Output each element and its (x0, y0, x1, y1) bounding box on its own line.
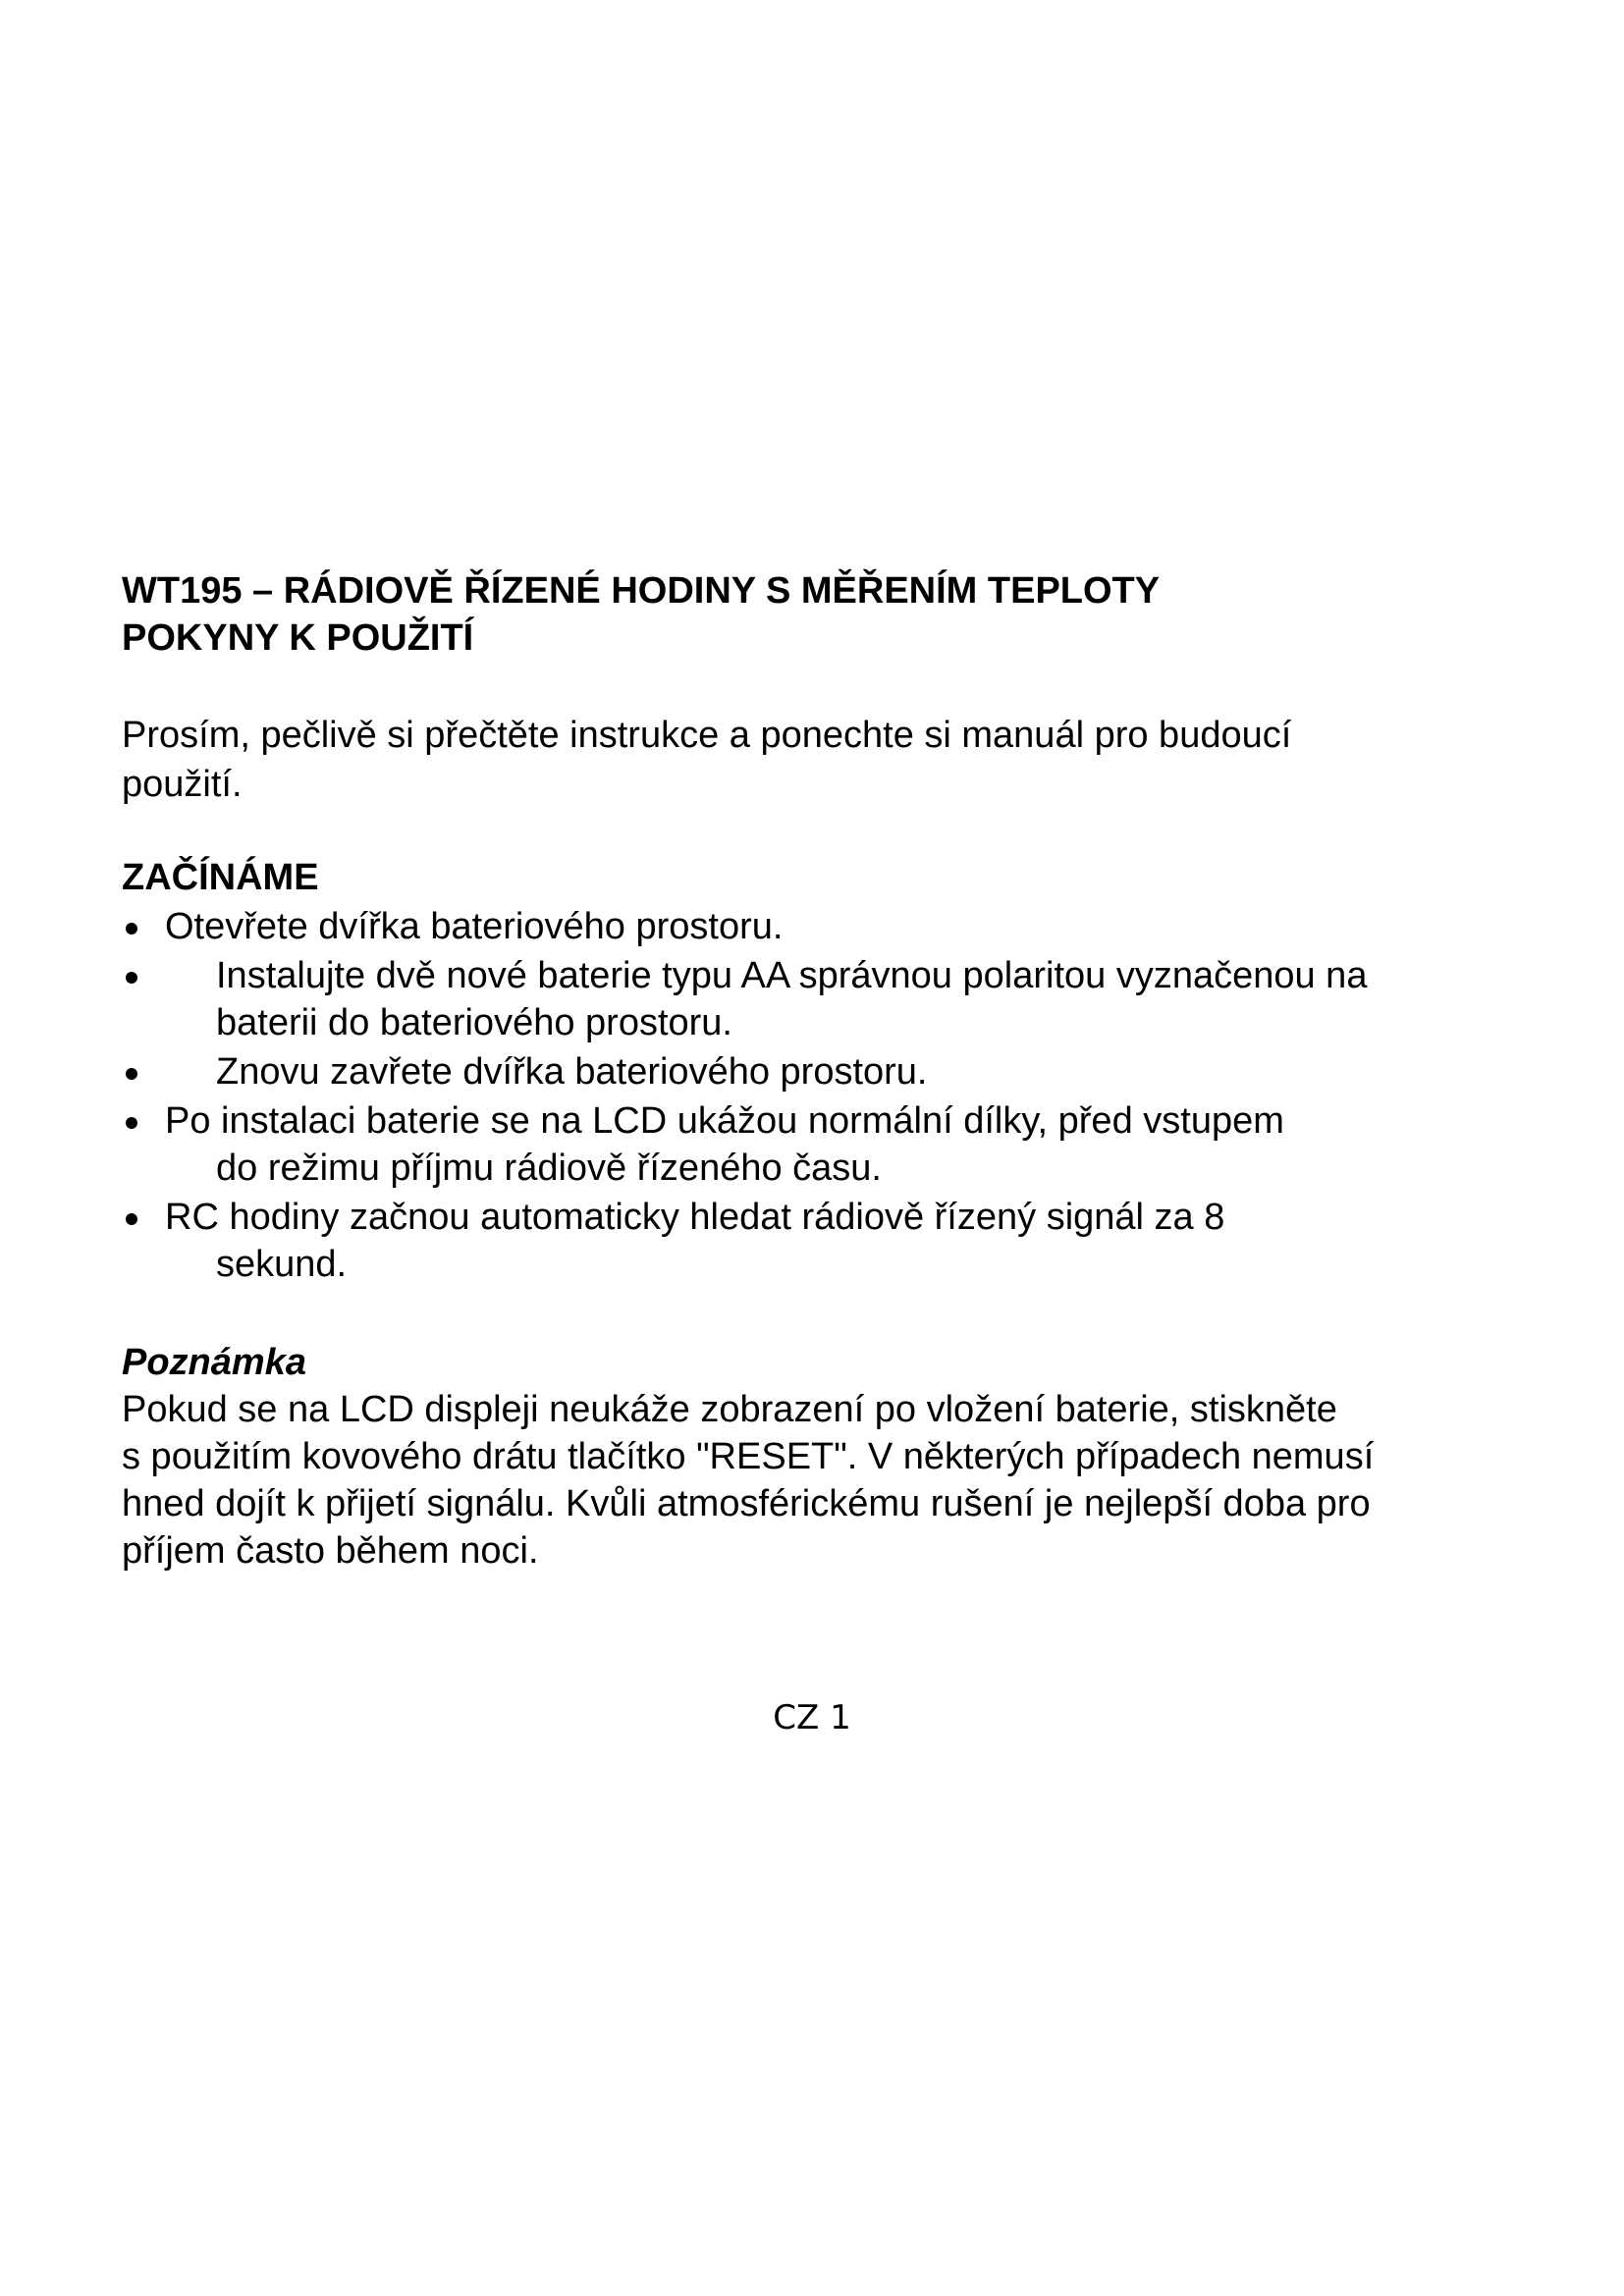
list-item-text: RC hodiny začnou automaticky hledat rádiově řízený signál za 8 (165, 1197, 1225, 1238)
list-item (122, 952, 1536, 1046)
intro-line-2: použití. (122, 764, 243, 805)
intro-paragraph (122, 711, 1516, 809)
list-item-text: Po instalaci baterie se na LCD ukážou normální dílky, před vstupem (165, 1100, 1284, 1142)
note-line-2: s použitím kovového drátu tlačítko "RESET". V některých případech nemusí (122, 1436, 1375, 1477)
list-item-text-continued: do režimu příjmu rádiově řízeného času. (216, 1148, 882, 1189)
list-item (122, 1048, 1536, 1095)
list-item-text: Instalujte dvě nové baterie typu AA správnou polaritou vyznačenou na (216, 955, 1368, 996)
note-paragraph (122, 1386, 1526, 1575)
bullet-list (122, 903, 1536, 1290)
title-line-1: WT195 – RÁDIOVĚ ŘÍZENÉ HODINY S MĚŘENÍM TEPLOTY (122, 570, 1161, 612)
intro-line-1: Prosím, pečlivě si přečtěte instrukce a ponechte si manuál pro budoucí (122, 715, 1292, 756)
list-item-text: Znovu zavřete dvířka bateriového prostoru. (216, 1051, 928, 1093)
note-line-1: Pokud se na LCD displeji neukáže zobrazení po vložení baterie, stiskněte (122, 1389, 1337, 1430)
bullet-icon (126, 1068, 137, 1080)
title-line-2: POKYNY K POUŽITÍ (122, 617, 474, 659)
section-heading: ZAČÍNÁME (122, 857, 319, 898)
list-item (122, 903, 1536, 950)
bullet-icon (126, 1213, 137, 1225)
bullet-icon (126, 1117, 137, 1129)
list-item-text-continued: baterii do bateriového prostoru. (216, 1002, 732, 1043)
note-line-4: příjem často během noci. (122, 1530, 539, 1572)
list-item (122, 1194, 1536, 1288)
bullet-icon (126, 923, 137, 934)
note-line-3: hned dojít k přijetí signálu. Kvůli atmosférickému rušení je nejlepší doba pro (122, 1483, 1371, 1524)
bullet-icon (126, 972, 137, 984)
document-title (122, 567, 1516, 662)
list-item (122, 1097, 1536, 1192)
list-item-text: Otevřete dvířka bateriového prostoru. (165, 906, 784, 947)
list-item-text-continued: sekund. (216, 1244, 348, 1285)
page-number: CZ 1 (773, 1698, 851, 1737)
note-heading: Poznámka (122, 1342, 306, 1383)
